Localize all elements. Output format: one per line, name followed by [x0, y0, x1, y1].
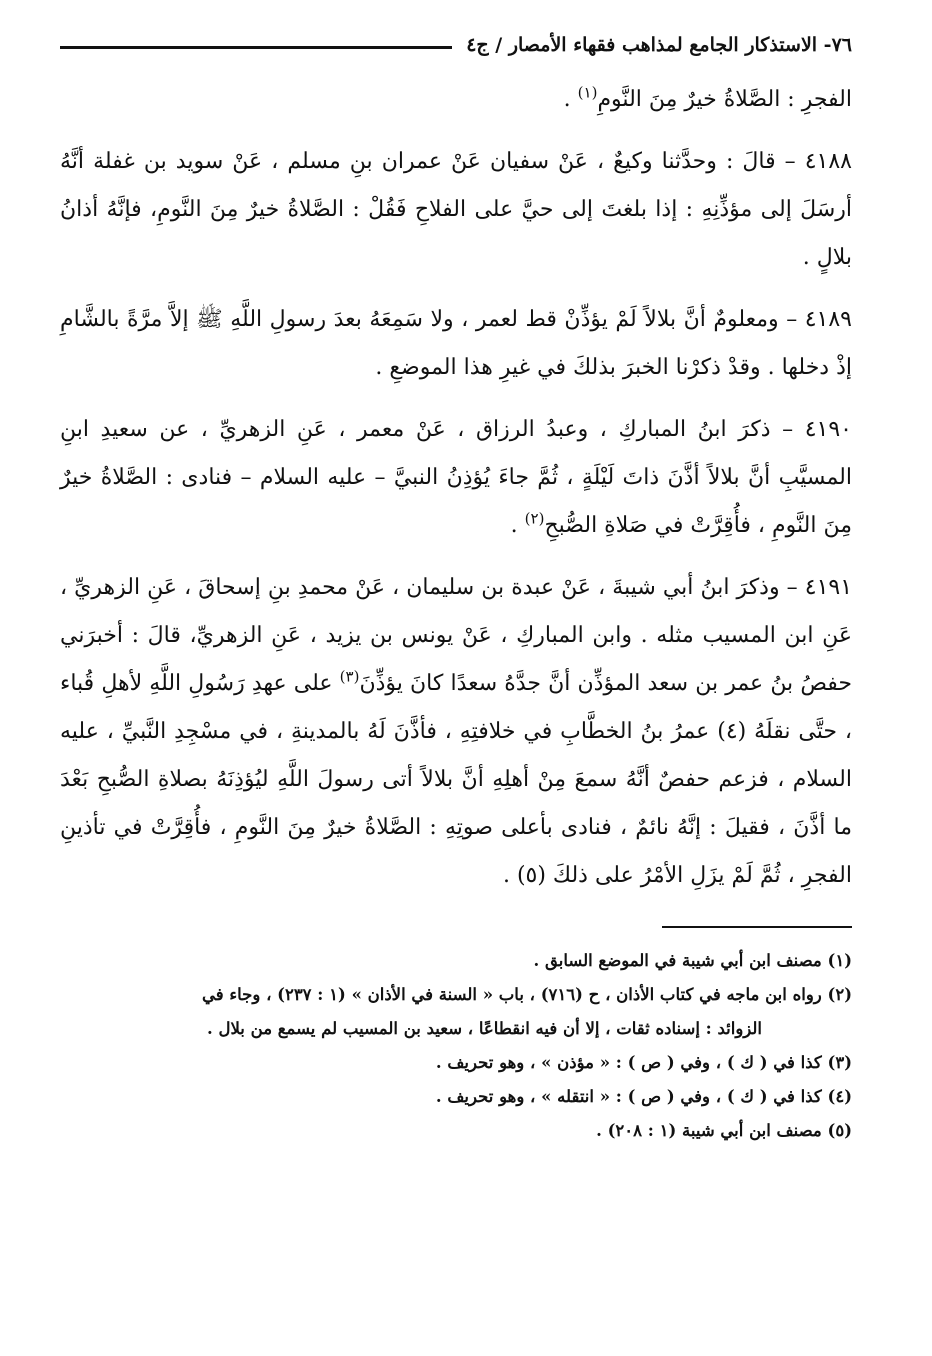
footnotes	[60, 944, 852, 1148]
footnote-divider	[662, 926, 852, 928]
footnote-continuation: الزوائد : إسناده ثقات ، إلا أن فيه انقطاعًا ، سعيد بن المسيب لم يسمع من بلال .	[206, 1019, 762, 1038]
footnote-ref: (٣)	[339, 667, 360, 686]
paragraph: ٤١٩٠ – ذكرَ ابنُ المباركِ ، وعبدُ الرزاق ، عَنْ معمر ، عَنِ الزهريِّ ، عن سعيدِ ابنِ المسيَّبِ أنَّ بلالاً أذَّنَ ذاتَ لَيْلَةٍ ، ثُمَّ جاءَ يُؤذِنُ النبيَّ – عليه السلام – فنادى : الصَّلاةُ خيرٌ مِنَ النَّومِ ، فأُقِرَّتْ في صَلاةِ الصُّبحِ$^{(٢)}$ .	[60, 417, 852, 538]
footnote-ref: (١)	[577, 83, 598, 102]
paragraph: ٤١٨٩ – ومعلومٌ أنَّ بلالاً لَمْ يؤذِّنْ قط لعمر ، ولا سَمِعَهُ بعدَ رسولِ اللَّهِ ﷺ إلاَّ مرَّةً بالشَّامِ إذْ دخلها . وقدْ ذكرْنا الخبرَ بذلكَ في غيرِ هذا الموضعِ .	[60, 307, 852, 380]
main-text	[60, 76, 852, 900]
footnote: (٥) مصنف ابن أبي شيبة (١ : ٢٠٨) .	[596, 1121, 852, 1140]
paragraph: ٤١٩١ – وذكرَ ابنُ أبي شيبةَ ، عَنْ عبدة بن سليمان ، عَنْ محمدِ بنِ إسحاقَ ، عَنِ الزهريِّ ، عَنِ ابن المسيب مثله . وابن المباركِ ، عَنْ يونس بن يزيد ، عَنِ الزهريِّ، قالَ : أخبرَني حفصُ بنُ عمر بن سعد المؤذِّن أنَّ جدَّهُ سعدًا كانَ يؤذِّنَ$^{(٣)}$ على عهدِ رَسُولِ اللَّهِ لأهلِ قُباء ، حتَّى نقلَهُ (٤) عمرُ بنُ الخطَّابِ في خلافتِهِ ، فأذَّنَ لَهُ بالمدينةِ ، في مسْجِدِ النَّبيِّ ، عليه السلام ، فزعم حفصٌ أنَّهُ سمعَ مِنْ أهلِهِ أنَّ بلالاً أتى رسولَ اللَّهِ ليُؤذِنَهُ بصلاةِ الصُّبحِ بَعْدَ ما أذَّنَ ، فقيلَ : إنَّهُ نائمٌ ، فنادى بأعلى صوتِهِ : الصَّلاةُ خيرٌ مِنَ النَّومِ ، فأُقِرَّتْ في تأذينِ الفجرِ ، ثُمَّ لَمْ يزَلِ الأمْرُ على ذلكَ (٥) .	[60, 575, 853, 888]
page-header	[60, 28, 852, 62]
paragraph: الفجرِ : الصَّلاةُ خيرٌ مِنَ النَّومِ$^{(١)}$ .	[563, 83, 852, 112]
footnote: (٣) كذا في ( ك ) ، وفي ( ص ) : « مؤذن » ، وهو تحريف .	[435, 1053, 852, 1072]
running-title: ٧٦- الاستذكار الجامع لمذاهب فقهاء الأمصار / ج٤	[466, 34, 852, 56]
footnote: (١) مصنف ابن أبي شيبة في الموضع السابق .	[533, 951, 852, 970]
paragraph: ٤١٨٨ – قالَ : وحدَّثنا وكيعٌ ، عَنْ سفيان عَنْ عمران بنِ مسلم ، عَنْ سويد بن غفلة أنَّهُ أرسَلَ إلى مؤذِّنِهِ : إذا بلغتَ إلى حيَّ على الفلاحِ فَقُلْ : الصَّلاةُ خيرٌ مِنَ النَّومِ، فإنَّهُ أذانُ بلالٍ .	[60, 149, 852, 270]
footnote-ref: (٢)	[524, 509, 545, 528]
header-rule	[60, 46, 452, 49]
footnote: (٢) رواه ابن ماجه في كتاب الأذان ، ح (٧١٦) ، باب « السنة في الأذان » (١ : ٢٣٧) ، وجاء في	[201, 985, 852, 1004]
footnote: (٤) كذا في ( ك ) ، وفي ( ص ) : « انتقله » ، وهو تحريف .	[435, 1087, 852, 1106]
page	[60, 28, 852, 1336]
